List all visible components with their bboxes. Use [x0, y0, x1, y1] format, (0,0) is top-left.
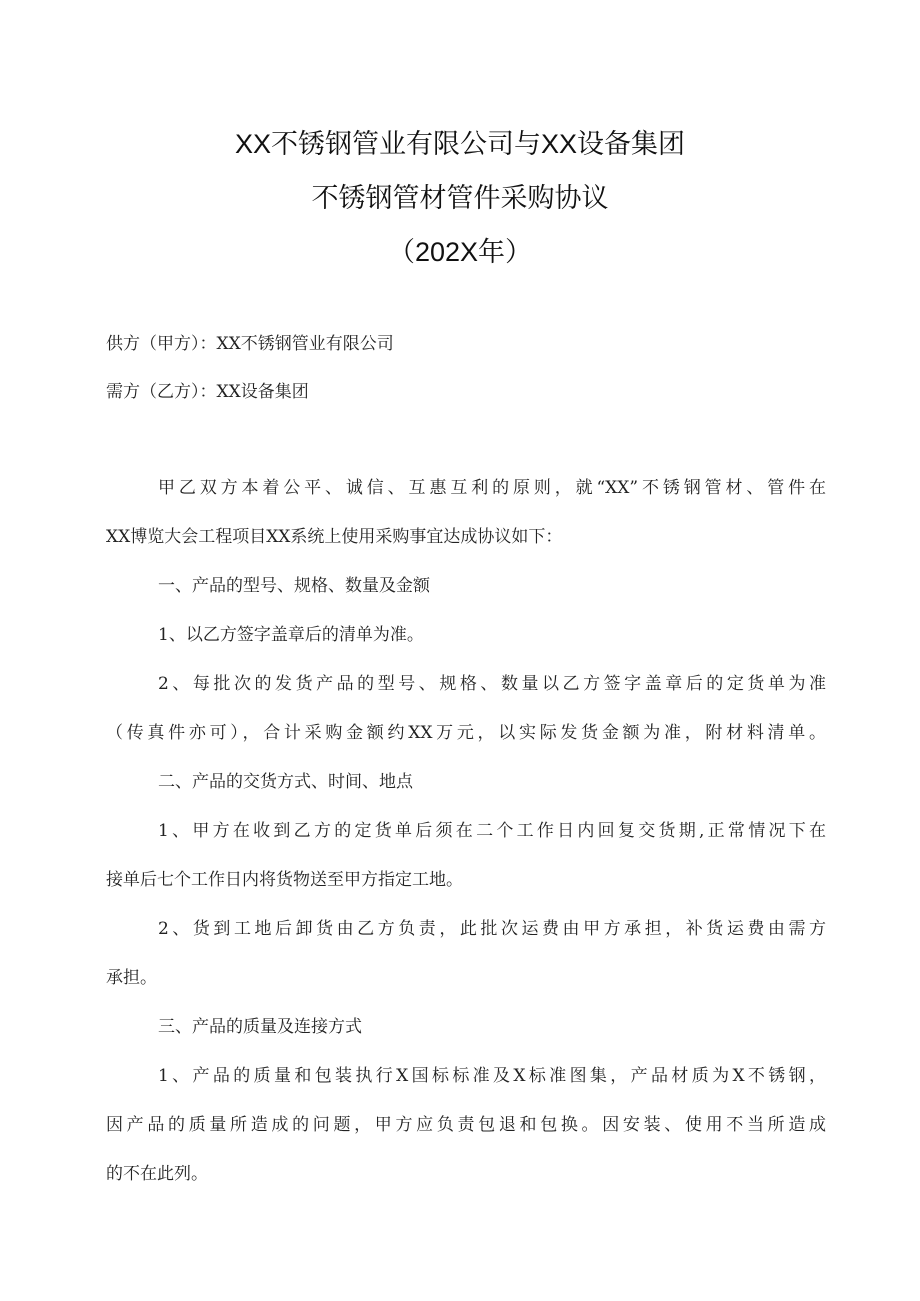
section-2-item-2-line-1: 2、货到工地后卸货由乙方负责，此批次运费由甲方承担，补货运费由需方 — [158, 919, 826, 939]
section-2-item-1-line-1: 1、甲方在收到乙方的定货单后须在二个工作日内回复交货期,正常情况下在 — [158, 821, 826, 841]
section-1-heading: 一、产品的型号、规格、数量及金额 — [158, 576, 430, 596]
section-2-item-1-line-2: 接单后七个工作日内将货物送至甲方指定工地。 — [106, 870, 463, 890]
section-3-item-1-line-3: 的不在此列。 — [106, 1164, 208, 1184]
section-3-item-1-line-2: 因产品的质量所造成的问题，甲方应负责包退和包换。因安装、使用不当所造成 — [106, 1115, 826, 1135]
section-1-item-2-line-2: （传真件亦可），合计采购金额约XX万元，以实际发货金额为准，附材料清单。 — [106, 723, 826, 743]
section-3-heading: 三、产品的质量及连接方式 — [158, 1017, 362, 1037]
intro-line-1: 甲乙双方本着公平、诚信、互惠互利的原则，就“XX”不锈钢管材、管件在 — [158, 478, 826, 498]
intro-line-2: XX博览大会工程项目XX系统上使用采购事宜达成协议如下： — [106, 527, 563, 547]
buyer-line: 需方（乙方）：XX设备集团 — [106, 382, 309, 402]
title-line-2: 不锈钢管材管件采购协议 — [311, 183, 609, 213]
supplier-line: 供方（甲方）：XX不锈钢管业有限公司 — [106, 334, 394, 354]
title-line-3: （202X年） — [387, 237, 533, 267]
section-1-item-1: 1、以乙方签字盖章后的清单为准。 — [158, 625, 424, 645]
section-1-item-2-line-1: 2、每批次的发货产品的型号、规格、数量以乙方签字盖章后的定货单为准 — [158, 674, 826, 694]
agreement-body — [106, 472, 826, 1207]
section-2-item-2-line-2: 承担。 — [106, 968, 157, 988]
document-title — [0, 122, 920, 284]
parties-block — [106, 328, 826, 424]
section-3-item-1-line-1: 1、产品的质量和包装执行X国标标准及X标准图集，产品材质为X不锈钢， — [158, 1066, 826, 1086]
section-2-heading: 二、产品的交货方式、时间、地点 — [158, 772, 413, 792]
title-line-1: XX不锈钢管业有限公司与XX设备集团 — [234, 129, 686, 159]
